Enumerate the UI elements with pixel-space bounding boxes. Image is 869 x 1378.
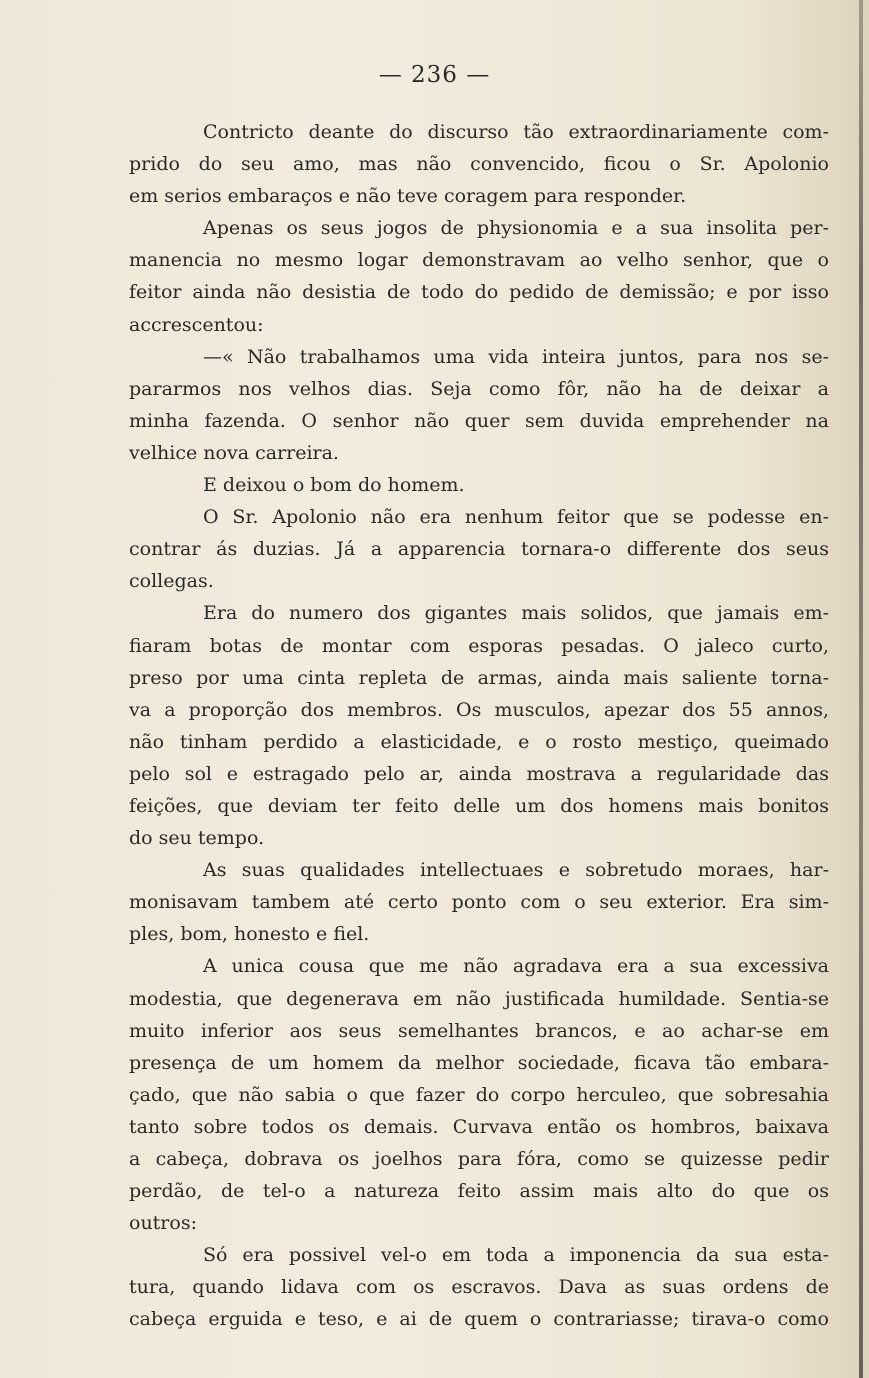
text-line: As suas qualidades intellectuaes e sobretudo moraes, har- bbox=[203, 859, 829, 882]
text-line: minha fazenda. O senhor não quer sem duvida emprehender na bbox=[129, 409, 829, 432]
text-line: ples, bom, honesto e fiel. bbox=[129, 923, 370, 946]
text-line: Era do numero dos gigantes mais solidos, que jamais em- bbox=[203, 602, 829, 625]
text-line: fiaram botas de montar com esporas pesadas. O jaleco curto, bbox=[129, 634, 829, 657]
text-line: em serios embaraços e não teve coragem para responder. bbox=[129, 185, 687, 208]
text-line: do seu tempo. bbox=[129, 827, 265, 850]
text-line: não tinham perdido a elasticidade, e o rosto mestiço, queimado bbox=[129, 730, 829, 753]
text-line: modestia, que degenerava em não justificada humildade. Sentia-se bbox=[129, 987, 829, 1010]
page-number: — 236 — bbox=[378, 62, 491, 88]
text-line: collegas. bbox=[129, 570, 214, 593]
text-line: —« Não trabalhamos uma vida inteira juntos, para nos se- bbox=[203, 345, 829, 368]
text-line: perdão, de tel-o a natureza feito assim mais alto do que os bbox=[129, 1180, 829, 1203]
text-line: O Sr. Apolonio não era nenhum feitor que se podesse en- bbox=[203, 506, 829, 529]
text-line: a cabeça, dobrava os joelhos para fóra, como se quizesse pedir bbox=[129, 1148, 829, 1170]
body-text bbox=[129, 116, 829, 1336]
text-line: A unica cousa que me não agradava era a sua excessiva bbox=[203, 955, 829, 978]
text-line: va a proporção dos membros. Os musculos, apezar dos 55 annos, bbox=[129, 698, 829, 721]
text-line: E deixou o bom do homem. bbox=[203, 474, 465, 497]
text-line: prido do seu amo, mas não convencido, ficou o Sr. Apolonio bbox=[129, 153, 829, 176]
text-line: manencia no mesmo logar demonstravam ao velho senhor, que o bbox=[129, 249, 829, 272]
text-line: cabeça erguida e teso, e ai de quem o contrariasse; tirava-o como bbox=[129, 1308, 829, 1331]
text-line: preso por uma cinta repleta de armas, ainda mais saliente torna- bbox=[129, 666, 829, 689]
text-line: tanto sobre todos os demais. Curvava então os hombros, baixava bbox=[129, 1115, 829, 1138]
text-line: feições, que deviam ter feito delle um dos homens mais bonitos bbox=[129, 794, 829, 817]
text-line: velhice nova carreira. bbox=[129, 441, 339, 464]
text-line: monisavam tambem até certo ponto com o seu exterior. Era sim- bbox=[129, 891, 829, 914]
page-edge-shadow bbox=[859, 0, 863, 1378]
text-line: contrar ás duzias. Já a apparencia tornara-o differente dos seus bbox=[129, 538, 829, 561]
text-line: çado, que não sabia o que fazer do corpo herculeo, que sobresahia bbox=[129, 1083, 829, 1106]
text-line: feitor ainda não desistia de todo do pedido de demissão; e por isso bbox=[129, 281, 829, 304]
text-line: muito inferior aos seus semelhantes brancos, e ao achar-se em bbox=[129, 1019, 829, 1042]
text-line: tura, quando lidava com os escravos. Dava as suas ordens de bbox=[129, 1276, 829, 1299]
text-line: Apenas os seus jogos de physionomia e a sua insolita per- bbox=[203, 217, 829, 240]
text-line: presença de um homem da melhor sociedade, ficava tão embara- bbox=[129, 1051, 829, 1074]
text-line: accrescentou: bbox=[129, 313, 264, 336]
text-line: Contricto deante do discurso tão extraordinariamente com- bbox=[203, 121, 829, 143]
text-line: pelo sol e estragado pelo ar, ainda mostrava a regularidade das bbox=[129, 762, 829, 785]
text-line: Só era possivel vel-o em toda a imponencia da sua esta- bbox=[203, 1244, 829, 1267]
text-line: outros: bbox=[129, 1212, 197, 1235]
text-line: pararmos nos velhos dias. Seja como fôr, não ha de deixar a bbox=[129, 377, 829, 400]
